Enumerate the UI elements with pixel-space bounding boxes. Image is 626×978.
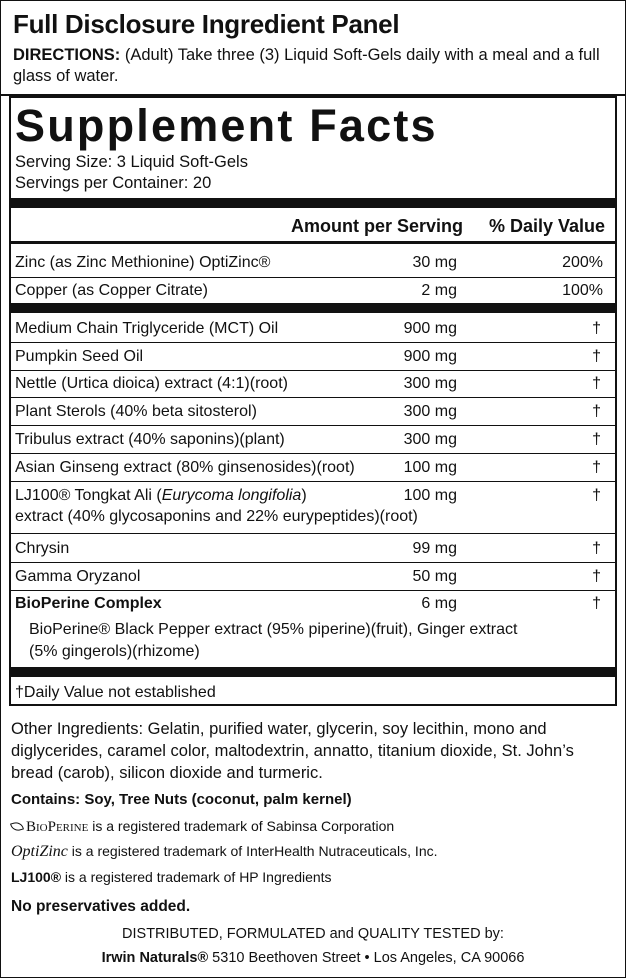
divider	[11, 533, 615, 534]
ingredient-dv: †	[592, 487, 601, 504]
ingredient-amount: 100 mg	[403, 459, 457, 476]
ingredient-amount: 50 mg	[412, 568, 457, 585]
bioperine-logo-text: BioPerine	[26, 819, 89, 835]
company-address	[1, 950, 625, 966]
tongkat-detail: extract (40% glycosaponins and 22% eurypeptides)(root)	[15, 508, 418, 525]
ingredient-amount: 6 mg	[421, 595, 457, 612]
trademark-text: is a registered trademark of InterHealth Nutraceuticals, Inc.	[67, 843, 438, 859]
ingredient-dv: 200%	[562, 254, 603, 271]
ingredient-name	[15, 487, 307, 505]
ingredient-name: Tribulus extract (40% saponins)(plant)	[15, 431, 285, 448]
ingredient-name: Plant Sterols (40% beta sitosterol)	[15, 403, 257, 420]
ingredient-name: Chrysin	[15, 540, 70, 557]
ingredient-amount: 900 mg	[403, 348, 457, 365]
leaf-icon	[10, 821, 24, 833]
allergen-statement: Contains: Soy, Tree Nuts (coconut, palm kernel)	[11, 791, 352, 808]
supplement-facts-box	[9, 96, 617, 706]
ingredient-amount: 300 mg	[403, 403, 457, 420]
directions-label: DIRECTIONS:	[13, 46, 121, 64]
trademark-lj100	[11, 869, 332, 885]
ingredient-dv: †	[592, 320, 601, 337]
ingredient-dv: †	[592, 348, 601, 365]
ingredient-dv: †	[592, 459, 601, 476]
ingredient-name: Gamma Oryzanol	[15, 568, 141, 585]
ingredient-dv: †	[592, 595, 601, 612]
ingredient-amount: 99 mg	[412, 540, 457, 557]
divider-medium	[11, 241, 615, 244]
divider-thick	[11, 303, 615, 313]
tongkat-latin-name: Eurycoma longifolia	[161, 487, 302, 504]
disclosure-header	[1, 1, 625, 96]
ingredient-name: Pumpkin Seed Oil	[15, 348, 144, 365]
no-preservatives: No preservatives added.	[11, 898, 191, 915]
divider	[11, 425, 615, 426]
ingredient-amount: 100 mg	[403, 487, 457, 504]
bioperine-detail: (5% gingerols)(rhizome)	[29, 643, 200, 660]
ingredient-dv: †	[592, 403, 601, 420]
divider	[11, 481, 615, 482]
ingredient-name: BioPerine Complex	[15, 595, 162, 612]
ingredient-dv: †	[592, 540, 601, 557]
serving-size: Serving Size: 3 Liquid Soft-Gels	[15, 153, 248, 171]
ingredient-name: Asian Ginseng extract (80% ginsenosides)(root)	[15, 459, 355, 476]
dv-footnote: †Daily Value not established	[15, 684, 216, 701]
ingredient-name: Copper (as Copper Citrate)	[15, 282, 208, 299]
directions	[13, 45, 613, 87]
ingredient-dv: †	[592, 375, 601, 392]
address: 5310 Beethoven Street • Los Angeles, CA 90066	[208, 950, 525, 966]
divider	[11, 562, 615, 563]
trademark-text: is a registered trademark of Sabinsa Corporation	[88, 818, 395, 834]
divider-thick	[11, 667, 615, 677]
ingredient-dv: 100%	[562, 282, 603, 299]
ingredient-dv: †	[592, 431, 601, 448]
optizinc-logo-text: OptiZinc	[11, 843, 68, 860]
divider	[11, 590, 615, 591]
company-name: Irwin Naturals®	[101, 950, 209, 966]
divider	[11, 397, 615, 398]
panel-title: Full Disclosure Ingredient Panel	[13, 9, 400, 39]
directions-text: (Adult) Take three (3) Liquid Soft-Gels daily with a meal and a full glass of water.	[13, 46, 600, 85]
ingredient-name: Nettle (Urtica dioica) extract (4:1)(root)	[15, 375, 288, 392]
ingredient-dv: †	[592, 568, 601, 585]
divider	[11, 453, 615, 454]
ingredient-name: Zinc (as Zinc Methionine) OptiZinc®	[15, 254, 271, 271]
col-amount-header: Amount per Serving	[291, 216, 464, 236]
divider	[11, 277, 615, 278]
trademark-text: is a registered trademark of HP Ingredients	[61, 869, 332, 885]
servings-per-container: Servings per Container: 20	[15, 174, 212, 192]
divider	[11, 370, 615, 371]
trademark-optizinc	[11, 843, 438, 861]
other-ingredients: Other Ingredients: Gelatin, purified water, glycerin, soy lecithin, mono and diglycerides, caramel color, maltodextrin, annatto, titanium dioxide, St. John’s bread (carob), silicon dioxide and turmeric.	[11, 720, 574, 782]
tongkat-name-pre: LJ100® Tongkat Ali (	[15, 487, 162, 504]
supplement-facts-title: Supplement Facts	[15, 100, 438, 151]
col-dv-header: % Daily Value	[489, 216, 606, 236]
bioperine-detail: BioPerine® Black Pepper extract (95% piperine)(fruit), Ginger extract	[29, 621, 518, 638]
distributed-by: DISTRIBUTED, FORMULATED and QUALITY TESTED by:	[122, 926, 504, 942]
ingredient-amount: 900 mg	[403, 320, 457, 337]
divider-thick	[11, 198, 615, 208]
lj100-brand: LJ100®	[11, 869, 62, 885]
ingredient-amount: 300 mg	[403, 431, 457, 448]
ingredient-amount: 300 mg	[403, 375, 457, 392]
tongkat-name-post: )	[301, 487, 307, 504]
ingredient-name: Medium Chain Triglyceride (MCT) Oil	[15, 320, 279, 337]
ingredient-amount: 2 mg	[421, 282, 457, 299]
ingredient-amount: 30 mg	[412, 254, 457, 271]
trademark-bioperine	[11, 818, 394, 836]
divider	[11, 342, 615, 343]
